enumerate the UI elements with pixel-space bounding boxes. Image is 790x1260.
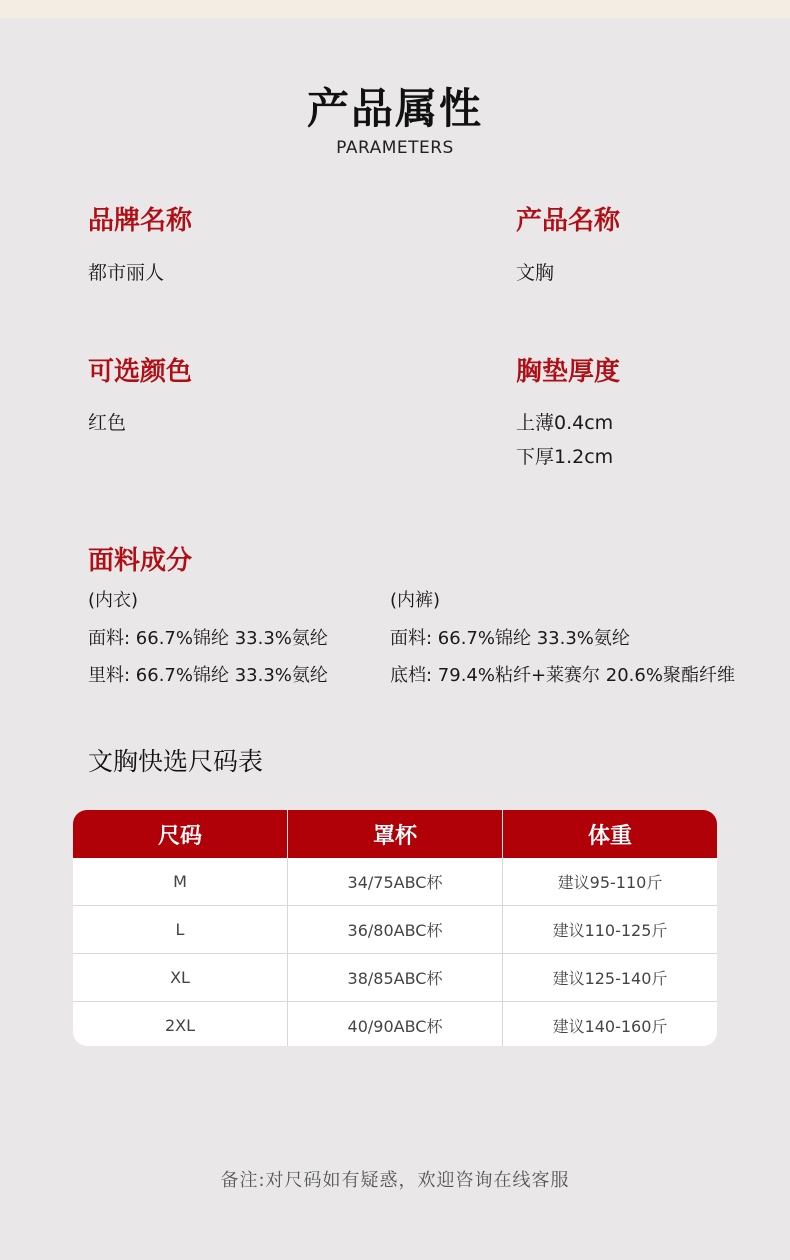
pad-value-bottom: 下厚1.2cm <box>516 446 614 468</box>
table-header <box>73 810 717 858</box>
cell-weight: 建议140-160斤 <box>502 1002 717 1046</box>
color-value: 红色 <box>88 412 127 434</box>
cell-weight: 建议110-125斤 <box>502 906 717 953</box>
page-subtitle: PARAMETERS <box>336 138 454 158</box>
brand-value: 都市丽人 <box>88 262 165 284</box>
cell-size: M <box>173 872 187 891</box>
pad-value-top: 上薄0.4cm <box>516 412 614 434</box>
fabric-bottom-title: (内裤) <box>390 590 441 611</box>
header-size: 尺码 <box>157 823 202 849</box>
table-row <box>73 953 717 1001</box>
cell-size: L <box>175 920 185 939</box>
table-row <box>73 905 717 953</box>
product-value: 文胸 <box>516 262 555 284</box>
top-strip <box>0 0 790 18</box>
footer-note: 备注:对尺码如有疑惑，欢迎咨询在线客服 <box>220 1170 570 1191</box>
fabric-top-line-1: 面料: 66.7%锦纶 33.3%氨纶 <box>88 628 328 649</box>
header-cup: 罩杯 <box>287 810 502 858</box>
size-table-title: 文胸快选尺码表 <box>88 747 264 776</box>
pad-label: 胸垫厚度 <box>516 357 621 387</box>
header-weight: 体重 <box>502 810 717 858</box>
size-table <box>73 810 717 1046</box>
fabric-label: 面料成分 <box>88 546 193 576</box>
product-label: 产品名称 <box>516 206 621 236</box>
cell-cup: 34/75ABC杯 <box>287 858 502 905</box>
fabric-bottom-line-1: 面料: 66.7%锦纶 33.3%氨纶 <box>390 628 630 649</box>
cell-cup: 36/80ABC杯 <box>287 906 502 953</box>
fabric-bottom-line-2: 底档: 79.4%粘纤+莱赛尔 20.6%聚酯纤维 <box>390 665 735 686</box>
color-label: 可选颜色 <box>88 357 193 387</box>
cell-weight: 建议95-110斤 <box>502 858 717 905</box>
fabric-top-title: (内衣) <box>88 590 139 611</box>
cell-cup: 38/85ABC杯 <box>287 954 502 1001</box>
cell-weight: 建议125-140斤 <box>502 954 717 1001</box>
fabric-top-line-2: 里料: 66.7%锦纶 33.3%氨纶 <box>88 665 328 686</box>
cell-size: XL <box>170 968 190 987</box>
table-row <box>73 858 717 905</box>
brand-label: 品牌名称 <box>88 206 193 236</box>
cell-size: 2XL <box>164 1016 196 1035</box>
table-row <box>73 1001 717 1046</box>
page-title: 产品属性 <box>306 84 483 133</box>
cell-cup: 40/90ABC杯 <box>287 1002 502 1046</box>
